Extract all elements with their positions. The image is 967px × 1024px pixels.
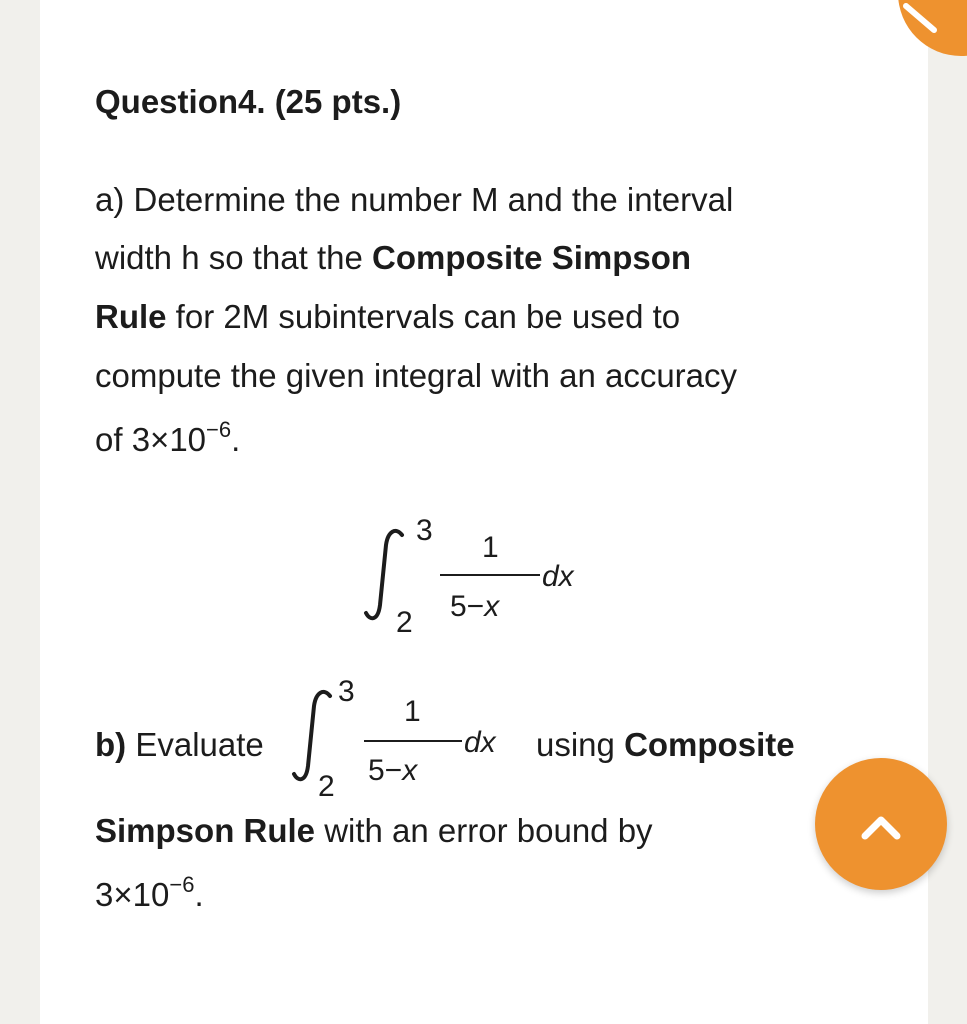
text: with an error bound by	[315, 812, 653, 849]
bold-text: Composite	[624, 726, 795, 763]
lower-limit: 2	[318, 770, 335, 803]
text: 3×10	[95, 876, 170, 913]
exponent: −6	[169, 872, 195, 897]
part-a-line-3	[95, 297, 680, 337]
part-a-line-5	[95, 417, 241, 464]
bold-text: b)	[95, 726, 127, 763]
denominator	[368, 756, 417, 786]
dx: dx	[542, 560, 574, 593]
part-a-line-1: a) Determine the number M and the interval	[95, 181, 734, 218]
text: x	[484, 590, 500, 623]
text: width h so that the	[95, 239, 373, 276]
part-a-line-4: compute the given integral with an accuracy	[95, 357, 738, 394]
bold-text: Rule	[95, 298, 167, 335]
top-action-shape	[898, 0, 967, 57]
exponent: −6	[206, 417, 232, 442]
dx: dx	[464, 726, 496, 759]
text: .	[231, 421, 241, 458]
denominator	[450, 592, 499, 622]
upper-limit: 3	[416, 514, 433, 547]
numerator: 1	[482, 531, 499, 564]
text: of 3×10	[95, 421, 207, 458]
text: x	[402, 754, 418, 787]
bold-text: Simpson Rule	[95, 812, 316, 849]
fraction-bar	[364, 740, 462, 742]
question-title: Question4. (25 pts.)	[95, 83, 402, 120]
top-action-button[interactable]	[898, 0, 967, 57]
question-card	[40, 0, 928, 1024]
text: .	[194, 876, 204, 913]
part-b-line-2	[95, 811, 653, 851]
part-b-line-3	[95, 872, 204, 919]
text: using	[536, 726, 625, 763]
upper-limit: 3	[338, 675, 355, 708]
fraction-bar	[440, 574, 540, 576]
part-b-line-1-end	[536, 725, 795, 765]
text: Evaluate	[126, 726, 264, 763]
lower-limit: 2	[396, 606, 413, 639]
part-b-line-1	[95, 725, 264, 765]
text: 5−	[368, 754, 403, 787]
text: for 2M subintervals can be used to	[166, 298, 681, 335]
scroll-up-button[interactable]	[815, 758, 947, 890]
part-a-line-2	[95, 238, 691, 278]
bold-text: Composite Simpson	[372, 239, 692, 276]
numerator: 1	[404, 695, 421, 728]
chevron-up-icon	[815, 758, 947, 890]
text: 5−	[450, 590, 485, 623]
